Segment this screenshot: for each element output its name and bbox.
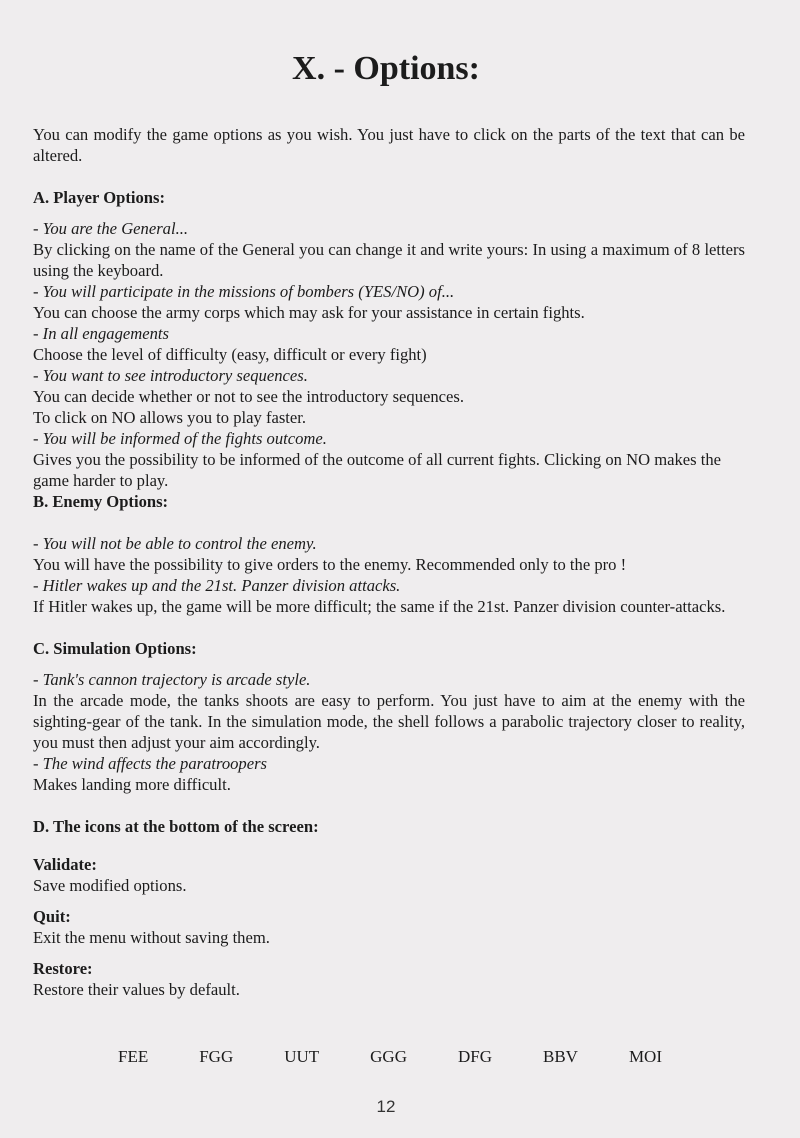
option-wind-desc: Makes landing more difficult. [33, 775, 231, 794]
option-intro-sequences-note: To click on NO allows you to play faster. [33, 408, 307, 427]
section-heading-player: A. Player Options: [33, 188, 165, 207]
option-bombers: - You will participate in the missions of bombers (YES/NO) of... [33, 282, 455, 301]
option-engagements: - In all engagements [33, 324, 169, 343]
option-hitler-wakes: - Hitler wakes up and the 21st. Panzer division attacks. [33, 576, 401, 595]
code-word: FEE [118, 1047, 149, 1066]
page-title: X. - Options: [292, 50, 480, 87]
option-control-enemy: - You will not be able to control the enemy. [33, 534, 317, 553]
restore-desc: Restore their values by default. [33, 980, 240, 999]
option-bombers-desc: You can choose the army corps which may ask for your assistance in certain fights. [33, 303, 585, 322]
section-heading-icons: D. The icons at the bottom of the screen: [33, 817, 319, 836]
page-body [33, 124, 745, 1000]
option-cannon-trajectory-desc: In the arcade mode, the tanks shoots are easy to perform. You just have to aim at the enemy with the sighting-gear of the tank. In the simulation mode, the shell follows a parabolic trajectory closer to reality, you must then adjust your aim accordingly. [33, 691, 745, 752]
code-word: BBV [542, 1047, 578, 1066]
section-heading-simulation: C. Simulation Options: [33, 639, 197, 658]
option-fights-outcome: - You will be informed of the fights outcome. [33, 429, 327, 448]
code-word: UUT [284, 1047, 320, 1066]
intro-paragraph: You can modify the game options as you wish. You just have to click on the parts of the text that can be altered. [33, 125, 745, 165]
option-engagements-desc: Choose the level of difficulty (easy, difficult or every fight) [33, 345, 427, 364]
restore-label: Restore: [33, 959, 93, 978]
validate-desc: Save modified options. [33, 876, 187, 895]
code-word: DFG [457, 1047, 492, 1066]
option-wind: - The wind affects the paratroopers [33, 754, 267, 773]
option-hitler-wakes-desc: If Hitler wakes up, the game will be more difficult; the same if the 21st. Panzer division counter-attacks. [33, 597, 726, 616]
code-word: FGG [199, 1047, 234, 1066]
code-words-row [110, 1047, 670, 1067]
option-general: - You are the General... [33, 219, 189, 238]
option-general-desc: By clicking on the name of the General you can change it and write yours: In using a maximum of 8 letters using the keyboard. [33, 240, 745, 280]
option-intro-sequences: - You want to see introductory sequences. [33, 366, 308, 385]
section-heading-enemy: B. Enemy Options: [33, 492, 169, 511]
option-control-enemy-desc: You will have the possibility to give orders to the enemy. Recommended only to the pro ! [33, 555, 627, 574]
option-cannon-trajectory: - Tank's cannon trajectory is arcade style. [33, 670, 311, 689]
code-word: GGG [370, 1047, 407, 1066]
option-fights-outcome-desc: Gives you the possibility to be informed of the outcome of all current fights. Clicking on NO makes the game harder to play. [33, 450, 722, 490]
code-word: MOI [628, 1047, 662, 1066]
quit-desc: Exit the menu without saving them. [33, 928, 270, 947]
page-number: 12 [376, 1097, 396, 1116]
quit-label: Quit: [33, 907, 71, 926]
validate-label: Validate: [33, 855, 97, 874]
option-intro-sequences-desc: You can decide whether or not to see the introductory sequences. [33, 387, 465, 406]
